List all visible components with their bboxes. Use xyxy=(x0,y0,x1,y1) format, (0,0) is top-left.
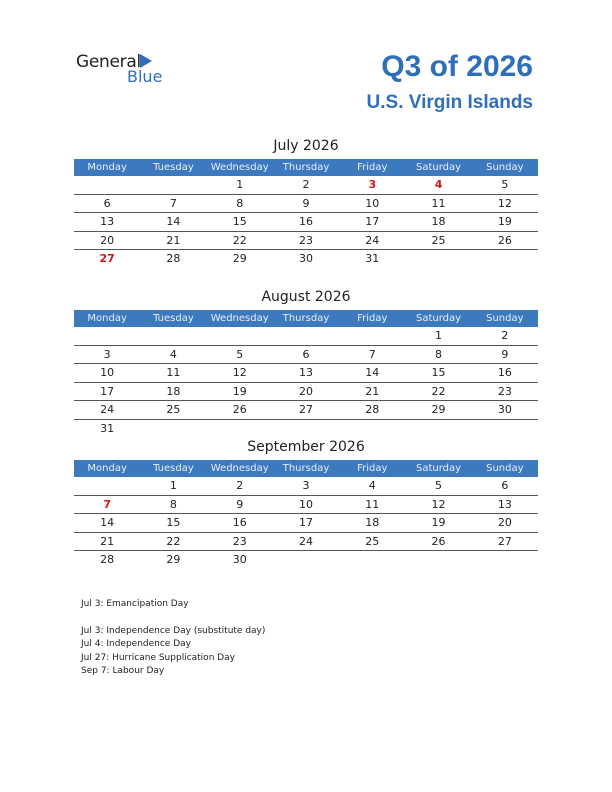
day-cell: 16 xyxy=(497,366,512,380)
day-cell: 16 xyxy=(298,215,313,229)
day-cell: 26 xyxy=(232,403,247,417)
day-cell: 13 xyxy=(298,366,313,380)
empty-day-cell xyxy=(472,250,538,268)
day-cell: 25 xyxy=(365,534,380,548)
empty-day-cell xyxy=(339,551,405,569)
day-cell: 11 xyxy=(365,497,380,511)
weekday-label: Wednesday xyxy=(210,463,269,474)
empty-day-cell xyxy=(339,327,405,345)
day-cell: 2 xyxy=(302,178,310,191)
weekday-label: Wednesday xyxy=(210,313,269,324)
day-cell: 14 xyxy=(100,516,115,530)
day-cell: 8 xyxy=(169,497,177,511)
day-cell: 31 xyxy=(100,421,115,435)
empty-day-cell xyxy=(140,420,206,438)
day-cell: 10 xyxy=(100,366,115,380)
weekday-label: Thursday xyxy=(282,162,330,173)
day-cell: 20 xyxy=(100,233,115,247)
week-row xyxy=(74,250,538,268)
week-row xyxy=(74,533,538,552)
week-row xyxy=(74,195,538,214)
day-cell: 9 xyxy=(501,347,509,361)
day-cell: 19 xyxy=(497,215,512,229)
day-cell: 15 xyxy=(232,215,247,229)
day-cell: 14 xyxy=(166,215,181,229)
month-title: July 2026 xyxy=(273,138,339,154)
empty-day-cell xyxy=(207,420,273,438)
day-cell: 22 xyxy=(431,384,446,398)
day-cell: 17 xyxy=(100,384,115,398)
weekday-label: Saturday xyxy=(416,313,462,324)
empty-day-cell xyxy=(273,420,339,438)
day-cell: 9 xyxy=(236,497,244,511)
week-row xyxy=(74,176,538,195)
week-row xyxy=(74,477,538,496)
day-cell: 10 xyxy=(365,196,380,210)
day-cell: 29 xyxy=(431,403,446,417)
day-cell: 29 xyxy=(166,553,181,567)
day-cell: 25 xyxy=(431,233,446,247)
weekday-label: Sunday xyxy=(486,463,524,474)
day-cell: 24 xyxy=(365,233,380,247)
holiday-note: Jul 4: Independence Day xyxy=(81,639,191,650)
day-cell: 23 xyxy=(497,384,512,398)
week-row xyxy=(74,496,538,515)
day-cell: 28 xyxy=(365,403,380,417)
day-cell: 11 xyxy=(166,366,181,380)
weekday-label: Friday xyxy=(357,463,388,474)
day-cell: 2 xyxy=(236,479,244,492)
day-cell: 18 xyxy=(431,215,446,229)
week-row xyxy=(74,213,538,232)
day-cell: 23 xyxy=(298,233,313,247)
weekday-label: Sunday xyxy=(486,313,524,324)
day-cell: 5 xyxy=(501,178,509,191)
day-cell: 22 xyxy=(166,534,181,548)
weekday-label: Thursday xyxy=(282,313,330,324)
weekday-header xyxy=(74,460,538,477)
empty-day-cell xyxy=(405,551,471,569)
empty-day-cell xyxy=(472,420,538,438)
week-row xyxy=(74,514,538,533)
day-cell: 27 xyxy=(99,252,115,266)
empty-day-cell xyxy=(74,327,140,345)
day-cell: 6 xyxy=(103,196,111,210)
day-cell: 2 xyxy=(501,329,509,342)
month-august xyxy=(74,287,538,438)
day-cell: 1 xyxy=(236,178,244,191)
empty-day-cell xyxy=(140,327,206,345)
day-cell: 8 xyxy=(435,347,443,361)
day-cell: 21 xyxy=(166,233,181,247)
empty-day-cell xyxy=(339,420,405,438)
day-cell: 9 xyxy=(302,196,310,210)
day-cell: 27 xyxy=(298,403,313,417)
day-cell: 20 xyxy=(298,384,313,398)
weekday-header xyxy=(74,310,538,327)
day-cell: 23 xyxy=(232,534,247,548)
day-cell: 31 xyxy=(365,252,380,266)
holiday-note: Sep 7: Labour Day xyxy=(81,665,165,676)
day-cell: 21 xyxy=(365,384,380,398)
day-cell: 28 xyxy=(100,553,115,567)
day-cell: 1 xyxy=(435,329,443,342)
day-cell: 3 xyxy=(302,479,310,492)
empty-day-cell xyxy=(273,327,339,345)
day-cell: 3 xyxy=(103,347,111,361)
holiday-note: Jul 3: Independence Day (substitute day) xyxy=(81,625,266,636)
month-title: August 2026 xyxy=(261,289,351,305)
day-cell: 1 xyxy=(169,479,177,492)
day-cell: 30 xyxy=(298,252,313,266)
week-row xyxy=(74,346,538,365)
day-cell: 16 xyxy=(232,516,247,530)
page-title: Q3 of 2026 xyxy=(381,50,533,83)
day-cell: 12 xyxy=(232,366,247,380)
empty-day-cell xyxy=(405,420,471,438)
weekday-label: Monday xyxy=(87,463,127,474)
day-cell: 25 xyxy=(166,403,181,417)
day-cell: 24 xyxy=(100,403,115,417)
weekday-header xyxy=(74,159,538,176)
empty-day-cell xyxy=(273,551,339,569)
day-cell: 5 xyxy=(236,347,244,361)
day-cell: 7 xyxy=(103,497,111,511)
empty-day-cell xyxy=(74,477,140,495)
day-cell: 17 xyxy=(365,215,380,229)
day-cell: 18 xyxy=(365,516,380,530)
day-cell: 20 xyxy=(497,516,512,530)
empty-day-cell xyxy=(140,176,206,194)
day-cell: 27 xyxy=(497,534,512,548)
day-cell: 11 xyxy=(431,196,446,210)
day-cell: 8 xyxy=(236,196,244,210)
week-row xyxy=(74,327,538,346)
weekday-label: Sunday xyxy=(486,162,524,173)
day-cell: 29 xyxy=(232,252,247,266)
day-cell: 26 xyxy=(497,233,512,247)
day-cell: 19 xyxy=(232,384,247,398)
day-cell: 13 xyxy=(497,497,512,511)
empty-day-cell xyxy=(74,176,140,194)
weekday-label: Monday xyxy=(87,162,127,173)
day-cell: 5 xyxy=(435,479,443,492)
weekday-label: Thursday xyxy=(282,463,330,474)
day-cell: 6 xyxy=(302,347,310,361)
week-row xyxy=(74,383,538,402)
day-cell: 28 xyxy=(166,252,181,266)
empty-day-cell xyxy=(472,551,538,569)
empty-day-cell xyxy=(405,250,471,268)
day-cell: 18 xyxy=(166,384,181,398)
day-cell: 19 xyxy=(431,516,446,530)
day-cell: 4 xyxy=(368,479,376,492)
day-cell: 30 xyxy=(497,403,512,417)
weekday-label: Friday xyxy=(357,162,388,173)
day-cell: 12 xyxy=(431,497,446,511)
day-cell: 6 xyxy=(501,479,509,492)
holiday-notes xyxy=(81,598,265,678)
logo-blue-text: Blue xyxy=(127,67,163,86)
day-cell: 4 xyxy=(434,178,443,191)
weekday-label: Saturday xyxy=(416,162,462,173)
weekday-label: Monday xyxy=(87,313,127,324)
day-cell: 15 xyxy=(166,516,181,530)
day-cell: 21 xyxy=(100,534,115,548)
day-cell: 7 xyxy=(169,196,177,210)
weekday-label: Tuesday xyxy=(153,313,194,324)
day-cell: 30 xyxy=(232,553,247,567)
weekday-label: Tuesday xyxy=(153,162,194,173)
weekday-label: Friday xyxy=(357,313,388,324)
day-cell: 12 xyxy=(497,196,512,210)
week-row xyxy=(74,401,538,420)
holiday-note: Jul 3: Emancipation Day xyxy=(81,599,189,609)
day-cell: 13 xyxy=(100,215,115,229)
week-row xyxy=(74,420,538,438)
month-september xyxy=(74,437,538,569)
week-row xyxy=(74,551,538,569)
week-row xyxy=(74,232,538,251)
day-cell: 15 xyxy=(431,366,446,380)
weekday-label: Wednesday xyxy=(210,162,269,173)
day-cell: 4 xyxy=(169,347,177,361)
logo-general-text: General xyxy=(76,52,141,72)
day-cell: 22 xyxy=(232,233,247,247)
weekday-label: Tuesday xyxy=(153,463,194,474)
day-cell: 14 xyxy=(365,366,380,380)
holiday-note: Jul 27: Hurricane Supplication Day xyxy=(81,652,236,663)
day-cell: 3 xyxy=(368,178,377,191)
month-july xyxy=(74,136,538,268)
month-title: September 2026 xyxy=(247,439,365,455)
day-cell: 17 xyxy=(298,516,313,530)
weekday-label: Saturday xyxy=(416,463,462,474)
brand-logo xyxy=(76,52,163,86)
day-cell: 10 xyxy=(298,497,313,511)
note-spacer xyxy=(81,611,265,624)
empty-day-cell xyxy=(207,327,273,345)
day-cell: 7 xyxy=(368,347,376,361)
logo-triangle-icon xyxy=(140,54,152,68)
day-cell: 26 xyxy=(431,534,446,548)
week-row xyxy=(74,364,538,383)
day-cell: 24 xyxy=(298,534,313,548)
region-title: U.S. Virgin Islands xyxy=(366,92,533,113)
